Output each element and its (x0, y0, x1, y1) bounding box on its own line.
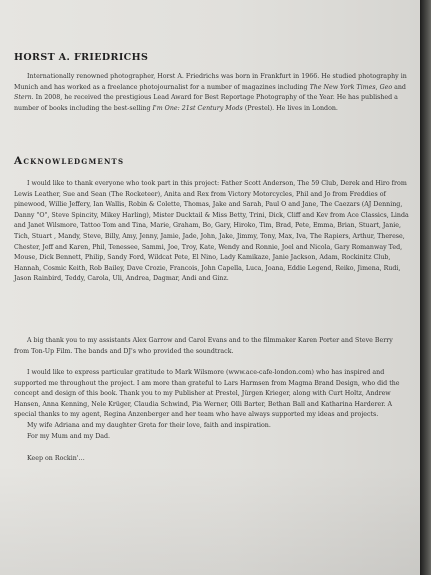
author-bio (14, 72, 409, 114)
publication-nyt: The New York Times (309, 83, 376, 91)
ack-signoff (14, 454, 409, 465)
bio-text-3: and (392, 83, 406, 91)
ack-signoff-text: Keep on Rockin'… (27, 455, 85, 462)
publication-geo: Geo (379, 83, 393, 91)
acknowledgments-heading: Acknowledgments (14, 155, 125, 167)
publication-stern: Stern (14, 94, 32, 102)
book-title: I'm One: 21st Century Mods (152, 104, 243, 112)
page-edge-shadow (420, 0, 431, 575)
ack-paragraph-assistants-text: A big thank you to my assistants Alex Garrow and Carol Evans and to the filmmaker Karen Porter and Steve Berry from Ton-Up Film. The bands and DJ's who provided the soundtrack. (14, 337, 393, 355)
ack-paragraph-gratitude (14, 368, 409, 442)
ack-paragraph-thanks (14, 179, 409, 285)
ack-paragraph-thanks-text: I would like to thank everyone who took part in this project: Father Scott Anderson, The 59 Club, Derek and Hiro from Lewis Leather, Sue and Sean (The Rocketeer), Anita and Rex from Victory Motorcycles, Phil and Jo from Freddies of pinewood, Willie Jeffery, Ian Wallis, Robin & Colette, Thomas, Jake and Sarah, Paul O and Jane, The Caezars (AJ Denning, Danny "O", Steve Spincity, Mikey Harling), Mister Ducktail & Miss Betty, Trini, Dick, Cliff and Kev from Ace Classics, Linda and Janet Wilsmore, Tattoo Tom and Tina, Marie, Graham, Bo, Gary, Hiroko, Tim, Brad, Pete, Emma, Brian, Stuart, Janie, Tich, Stuart , Mandy, Steve, Billy, Amy, Jenny, Jamie, Jade, John, Jake, Jimmy, Tony, Max, Iva, The Rapiers, Arthur, Therese, Chester, Jeff and Karen, Phil, Tenessee, Sammi, Joe, Troy, Kate, Wendy and Ronnie, Joel and Nicola, Gary Romanway Ted, Mouse, Dick Bennett, Philip, Sandy Ford, Wildcat Pete, El Nino, Lady Kamikaze, Janie Jackson, Adam, Rockinitz Club, Hannah, Cosmic Keith, Rob Bailey, Dave Crozie, Francois, John Capella, Luca, Joana, Eddie Legend, Reiko, Jimena, Rudi, Jason Rainbird, Teddy, Carola, Uli, Andrea, Dagmar, Andi and Ginz. (14, 180, 409, 283)
ack-family-line: My wife Adriana and my daughter Greta for their love, faith and inspiration. (27, 421, 271, 429)
bio-text-5: (Prestel). He lives in London. (242, 104, 338, 112)
ack-paragraph-gratitude-text: I would like to express particular gratitude to Mark Wilsmore (www.ace-cafe-london.com) who has inspired and supported me throughout the project. I am more than grateful to Lars Harmsen from Magma Brand Design, who did the concept and design of this book. Thank you to my Publisher at Prestel, Jürgen Krieger, along with Curt Holtz, Andrew Hansen, Anna Kenning, Nele Krüger, Claudia Schwind, Pia Werner, Olli Barter, Bethan Ball and Katharina Harderer. A special thanks to my agent, Regina Anzenberger and her team who have always supported my ideas and projects. (14, 369, 400, 419)
bio-text-4: . In 2008, he received the prestigious Lead Award for Best Reportage Photography of the Year. He has published a number of books including the best-selling (14, 94, 398, 112)
ack-paragraph-assistants (14, 336, 409, 357)
bio-text-1: Internationally renowned photographer, Horst A. Friedrichs was born in Frankfurt in 1966. He studied photography in Munich and has worked as a freelance photojournalist for a number of magazines including (14, 73, 407, 91)
ack-parents-line: For my Mum and my Dad. (27, 432, 111, 440)
author-heading: HORST A. FRIEDRICHS (14, 52, 149, 63)
bio-text-2: , (375, 83, 380, 91)
